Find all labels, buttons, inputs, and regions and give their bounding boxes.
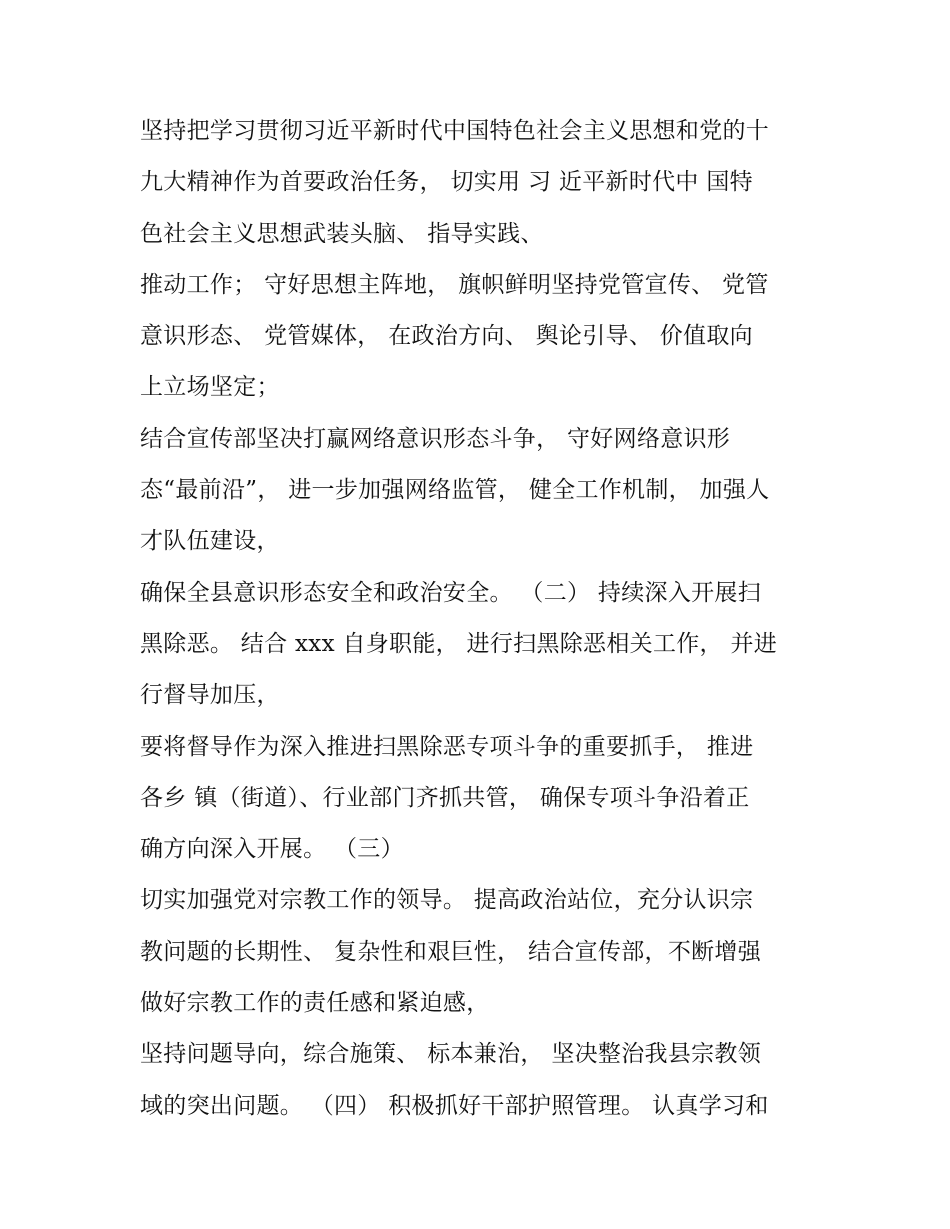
text-line-7: 结合宣传部坚决打赢网络意识形态斗争， 守好网络意识形 <box>140 425 731 452</box>
text-line-4: 推动工作； 守好思想主阵地， 旗帜鲜明坚持党管宣传、 党管 <box>140 271 769 298</box>
text-line-18: 做好宗教工作的责任感和紧迫感， <box>140 990 490 1017</box>
text-line-14: 各乡 镇（街道）、行业部门齐抓共管， 确保专项斗争沿着正 <box>140 784 750 811</box>
text-line-11: 黑除恶。 结合 xxx 自身职能， 进行扫黑除恶相关工作， 并进 <box>140 630 778 657</box>
text-line-5: 意识形态、 党管媒体， 在政治方向、 舆论引导、 价值取向 <box>140 323 753 350</box>
text-line-20: 域的突出问题。 （四） 积极抓好干部护照管理。 认真学习和 <box>140 1092 769 1119</box>
text-line-16: 切实加强党对宗教工作的领导。 提高政治站位，充分认识宗 <box>140 887 754 914</box>
text-line-6: 上立场坚定； <box>140 374 280 401</box>
text-line-3: 色社会主义思想武装头脑、 指导实践、 <box>140 220 544 247</box>
text-line-13: 要将督导作为深入推进扫黑除恶专项斗争的重要抓手， 推进 <box>140 733 754 760</box>
text-line-10: 确保全县意识形态安全和政治安全。 （二） 持续深入开展扫 <box>140 579 762 606</box>
text-line-9: 才队伍建设， <box>140 528 280 555</box>
text-line-8: 态“最前沿”， 进一步加强网络监管， 健全工作机制， 加强人 <box>140 477 770 504</box>
text-line-12: 行督导加压， <box>140 682 280 709</box>
text-line-1: 坚持把学习贯彻习近平新时代中国特色社会主义思想和党的十 <box>140 118 770 144</box>
body-text <box>140 106 840 1132</box>
text-line-17: 教问题的长期性、 复杂性和艰巨性， 结合宣传部，不断增强 <box>140 938 762 965</box>
text-line-2: 九大精神作为首要政治任务， 切实用 习 近平新时代中 国特 <box>140 169 753 196</box>
text-line-15: 确方向深入开展。 （三） <box>140 836 404 863</box>
text-line-19: 坚持问题导向，综合施策、 标本兼治， 坚决整治我县宗教领 <box>140 1041 762 1068</box>
